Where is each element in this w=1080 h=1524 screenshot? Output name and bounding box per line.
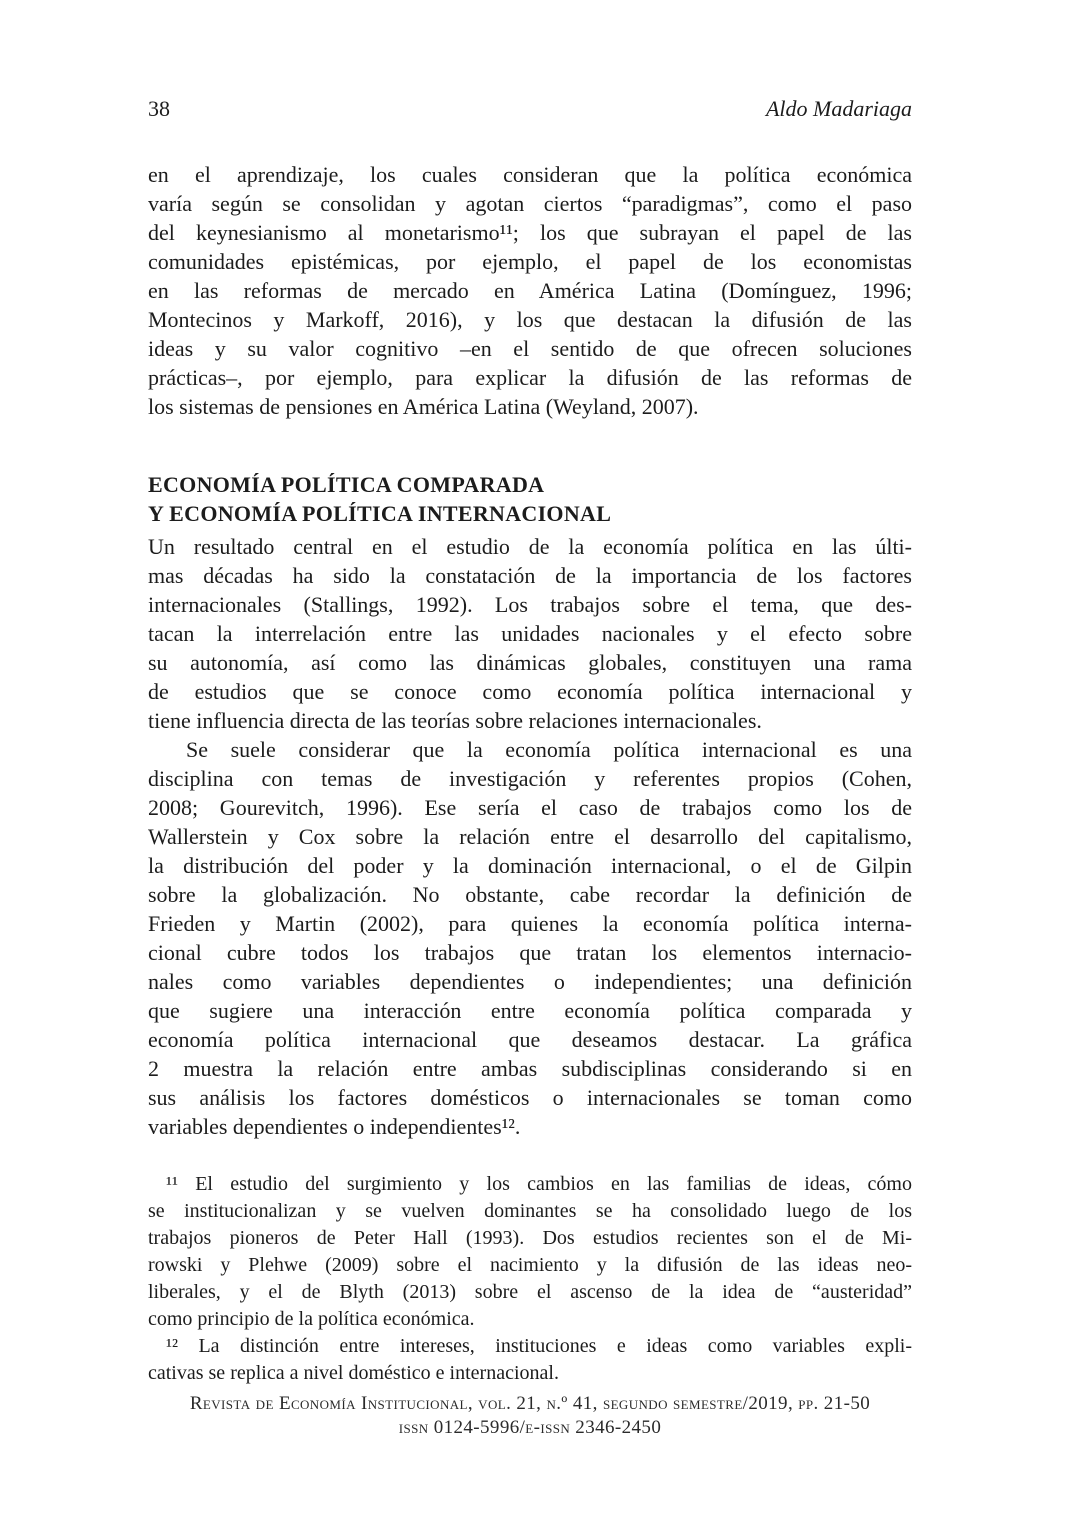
text-line: internacionales (Stallings, 1992). Los trabajos sobre el tema, que des- bbox=[148, 592, 912, 617]
section-heading bbox=[148, 470, 912, 528]
text-line: tiene influencia directa de las teorías sobre relaciones internacionales. bbox=[148, 708, 762, 733]
text-line: rowski y Plehwe (2009) sobre el nacimiento y la difusión de las ideas neo- bbox=[148, 1254, 912, 1276]
text-line: sobre la globalización. No obstante, cabe recordar la definición de bbox=[148, 882, 912, 907]
text-line: sus análisis los factores domésticos o internacionales se toman como bbox=[148, 1085, 912, 1110]
body-column bbox=[148, 532, 912, 1141]
page-header bbox=[148, 96, 912, 122]
paragraph-2 bbox=[148, 532, 912, 735]
text-line: 2 muestra la relación entre ambas subdisciplinas considerando si en bbox=[148, 1056, 912, 1081]
text-line: cional cubre todos los trabajos que tratan los elementos internacio- bbox=[148, 940, 912, 965]
text-line: comunidades epistémicas, por ejemplo, el papel de los economistas bbox=[148, 249, 912, 274]
text-line: los sistemas de pensiones en América Latina (Weyland, 2007). bbox=[148, 394, 699, 419]
page-number: 38 bbox=[148, 96, 170, 121]
paragraph-continuation bbox=[148, 160, 912, 421]
text-line: Wallerstein y Cox sobre la relación entre el desarrollo del capitalismo, bbox=[148, 824, 912, 849]
text-line: como principio de la política económica. bbox=[148, 1308, 475, 1330]
text-line: en el aprendizaje, los cuales consideran que la política económica bbox=[148, 162, 912, 187]
text-line: varía según se consolidan y agotan ciertos “paradigmas”, como el paso bbox=[148, 191, 912, 216]
paragraph-3 bbox=[148, 735, 912, 1141]
footnotes-block bbox=[148, 1171, 912, 1387]
text-line: ECONOMÍA POLÍTICA COMPARADA bbox=[148, 471, 545, 497]
text-line: variables dependientes o independientes¹². bbox=[148, 1114, 521, 1139]
text-line: su autonomía, así como las dinámicas globales, constituyen una rama bbox=[148, 650, 912, 675]
text-line: Frieden y Martin (2002), para quienes la economía política interna- bbox=[148, 911, 912, 936]
footnote-12 bbox=[148, 1333, 912, 1387]
text-line: Un resultado central en el estudio de la economía política en las últi- bbox=[148, 534, 912, 559]
footnote-11 bbox=[148, 1171, 912, 1333]
journal-footer bbox=[148, 1392, 912, 1440]
journal-citation: Revista de Economía Institucional, vol. 21, n.º 41, segundo semestre/2019, pp. 21-50 bbox=[189, 1393, 871, 1414]
text-line: cativas se replica a nivel doméstico e internacional. bbox=[148, 1362, 559, 1384]
text-line: disciplina con temas de investigación y referentes propios (Cohen, bbox=[148, 766, 912, 791]
text-line: prácticas–, por ejemplo, para explicar la difusión de las reformas de bbox=[148, 365, 912, 390]
text-line: liberales, y el de Blyth (2013) sobre el ascenso de la idea de “austeridad” bbox=[148, 1281, 912, 1303]
text-line: Y ECONOMÍA POLÍTICA INTERNACIONAL bbox=[148, 500, 612, 526]
text-line: mas décadas ha sido la constatación de la importancia de los factores bbox=[148, 563, 912, 588]
text-line: se institucionalizan y se vuelven dominantes se ha consolidado luego de los bbox=[148, 1200, 912, 1222]
text-line: ideas y su valor cognitivo –en el sentido de que ofrecen soluciones bbox=[148, 336, 912, 361]
text-line: ¹² La distinción entre intereses, instituciones e ideas como variables expli- bbox=[166, 1335, 912, 1357]
text-line: en las reformas de mercado en América Latina (Domínguez, 1996; bbox=[148, 278, 912, 303]
text-line: ¹¹ El estudio del surgimiento y los cambios en las familias de ideas, cómo bbox=[166, 1173, 912, 1195]
text-line: la distribución del poder y la dominación internacional, o el de Gilpin bbox=[148, 853, 912, 878]
text-line: 2008; Gourevitch, 1996). Ese sería el caso de trabajos como los de bbox=[148, 795, 912, 820]
text-line: Se suele considerar que la economía política internacional es una bbox=[186, 737, 912, 762]
running-author: Aldo Madariaga bbox=[765, 96, 912, 121]
text-line: economía política internacional que deseamos destacar. La gráfica bbox=[148, 1027, 912, 1052]
text-line: que sugiere una interacción entre economía política comparada y bbox=[148, 998, 912, 1023]
text-line: trabajos pioneros de Peter Hall (1993). Dos estudios recientes son el de Mi- bbox=[148, 1227, 912, 1249]
text-line: nales como variables dependientes o independientes; una definición bbox=[148, 969, 912, 994]
text-line: de estudios que se conoce como economía política internacional y bbox=[148, 679, 912, 704]
text-line: del keynesianismo al monetarismo¹¹; los que subrayan el papel de las bbox=[148, 220, 912, 245]
journal-issn: issn 0124-5996/e-issn 2346-2450 bbox=[398, 1417, 662, 1438]
text-line: tacan la interrelación entre las unidades nacionales y el efecto sobre bbox=[148, 621, 912, 646]
text-line: Montecinos y Markoff, 2016), y los que destacan la difusión de las bbox=[148, 307, 912, 332]
